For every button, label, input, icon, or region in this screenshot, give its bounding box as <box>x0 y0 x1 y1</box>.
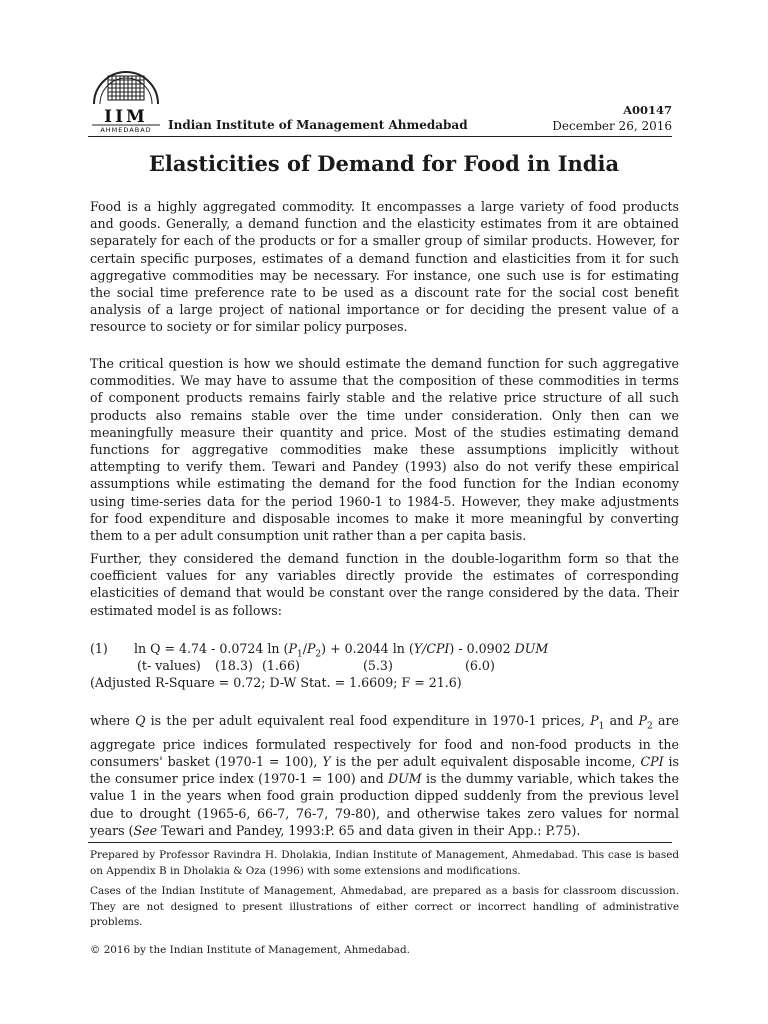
logo-letters: IIM <box>104 107 148 127</box>
header-divider <box>88 136 672 137</box>
institution-name: Indian Institute of Management Ahmedabad <box>168 118 468 132</box>
t-value-3: (5.3) <box>363 658 393 673</box>
iima-logo <box>88 58 164 134</box>
document-page: IIM AHMEDABAD Indian Institute of Management Ahmedabad A00147 December 26, 2016 Elasticities of Demand for Food in India Food is a highly aggregated commodity. It encompasses a large variety of food products and goods. Generally, a demand function and the elasticity estimates from it are obtained separately for each of the products or for a smaller group of similar products. However, for certain specific purposes, estimates of a demand function and elasticities from it for such aggregative commodities may be necessary. For instance, one such use is for estimating the social time preference rate to be used as a discount rate for the social cost benefit analysis of a large project of national importance or for deciding the present value of a resource to society or for similar policy purposes. The critical question is how we should estimate the demand function for such aggregative commodities. We may have to assume that the composition of these commodities in terms of component products remains fairly stable and the relative price structure of all such products also remains stable over the time under consideration. Only then can we meaningfully measure their quantity and price. Most of the studies estimating demand functions for aggregative commodities make these assumptions implicitly without attempting to verify them. Tewari and Pandey (1993) also do not verify these empirical assumptions while estimating the demand for the food function for the Indian economy using time-series data for the period 1960-1 to 1984-5. However, they make adjustments for food expenditure and disposable incomes to make it more meaningful by converting them to a per adult consumption unit rather than a per capita basis. Further, they considered the demand function in the double-logarithm form so that the coefficient values for any variables directly provide the estimates of corresponding elasticities of demand that would be constant over the range considered by the data. Their estimated model is as follows: (1) ln Q = 4.74 - 0.0724 $\ln (P_1/P_2) + 0.2044$ ln (Y/CPI) - 0.0902 DUM (t- values) (18.3) (1.66) (5.3) (6.0) (Adjusted R-Square = 0.72; D-W Stat. = 1.6609; F = 21.6) where Q is the per adult equivalent real food expenditure in 1970-1 prices, $P_1$ and $P_2$ are aggregate price indices formulated respectively for food and non-food products in the consumers' basket (1970-1 = 100), Y is the per adult equivalent disposable income, CPI is the consumer price index (1970-1 = 100) and DUM is the dummy variable, which takes the value 1 in the years when food grain production dipped suddenly from the previous level due to drought (1965-6, 66-7, 76-7, 79-80), and otherwise takes zero values for normal years (See Tewari and Pandey, 1993:P. 65 and data given in their App.: P.75). Prepared by Professor Ravindra H. Dholakia, Indian Institute of Management, Ahmedabad. This case is based on Appendix B in Dholakia & Oza (1996) with some extensions and modifications. Cases of the Indian Institute of Management, Ahmedabad, are prepared as a basis for classroom discussion. They are not designed to present illustrations of either correct or incorrect handling of administrative problems. © 2016 by the Indian Institute of Management, Ahmedabad. <box>0 0 768 1024</box>
t-value-4: (6.0) <box>465 658 495 673</box>
footnote-usage: Cases of the Indian Institute of Management, Ahmedabad, are prepared as a basis for classroom discussion. They are not designed to present illustrations of either correct or incorrect handling of administrative problems. <box>90 885 679 928</box>
copyright-notice: © 2016 by the Indian Institute of Management, Ahmedabad. <box>90 944 410 956</box>
logo-city: AHMEDABAD <box>100 126 152 134</box>
footer-divider <box>88 842 672 843</box>
equation-number: (1) <box>90 641 108 656</box>
case-date: December 26, 2016 <box>552 119 672 133</box>
t-value-2: (1.66) <box>262 658 300 673</box>
t-value-1: (18.3) <box>215 658 253 673</box>
t-values-label: (t- values) <box>137 658 201 673</box>
case-id: A00147 <box>623 103 672 117</box>
paragraph-3: Further, they considered the demand function in the double-logarithm form so that the coefficient values for any variables directly provide the estimates of corresponding elasticities of demand that would be constant over the range considered by the data. Their estimated model is as follows: <box>90 551 679 618</box>
document-title: Elasticities of Demand for Food in India <box>148 151 620 176</box>
paragraph-4: where Q is the per adult equivalent real food expenditure in 1970-1 prices, $P_1$ and $P_2$ are aggregate price indices formulated respectively for food and non-food products in the consumers' basket (1970-1 = 100), Y is the per adult equivalent disposable income, CPI is the consumer price index (1970-1 = 100) and DUM is the dummy variable, which takes the value 1 in the years when food grain production dipped suddenly from the previous level due to drought (1965-6, 66-7, 76-7, 79-80), and otherwise takes zero values for normal years (See Tewari and Pandey, 1993:P. 65 and data given in their App.: P.75). <box>90 713 679 838</box>
paragraph-1: Food is a highly aggregated commodity. It encompasses a large variety of food products and goods. Generally, a demand function and the elasticity estimates from it are obtained separately for each of the products or for a smaller group of similar products. However, for certain specific purposes, estimates of a demand function and elasticities from it for such aggregative commodities may be necessary. For instance, one such use is for estimating the social time preference rate to be used as a discount rate for the social cost benefit analysis of a large project of national importance or for deciding the present value of a resource to society or for similar policy purposes. <box>90 199 679 335</box>
footnote-author: Prepared by Professor Ravindra H. Dholakia, Indian Institute of Management, Ahmedabad. This case is based on Appendix B in Dholakia & Oza (1996) with some extensions and modifications. <box>90 849 679 877</box>
equation-body: ln Q = 4.74 - 0.0724 $\ln (P_1/P_2) + 0.2044$ ln (Y/CPI) - 0.0902 DUM <box>134 641 549 660</box>
paragraph-2: The critical question is how we should estimate the demand function for such aggregative commodities. We may have to assume that the composition of these commodities in terms of component products remains fairly stable and the relative price structure of all such products also remains stable over the time under consideration. Only then can we meaningfully measure their quantity and price. Most of the studies estimating demand functions for aggregative commodities make these assumptions implicitly without attempting to verify them. Tewari and Pandey (1993) also do not verify these empirical assumptions while estimating the demand for the food function for the Indian economy using time-series data for the period 1960-1 to 1984-5. However, they make adjustments for food expenditure and disposable incomes to make it more meaningful by converting them to a per adult consumption unit rather than a per capita basis. <box>90 356 679 544</box>
